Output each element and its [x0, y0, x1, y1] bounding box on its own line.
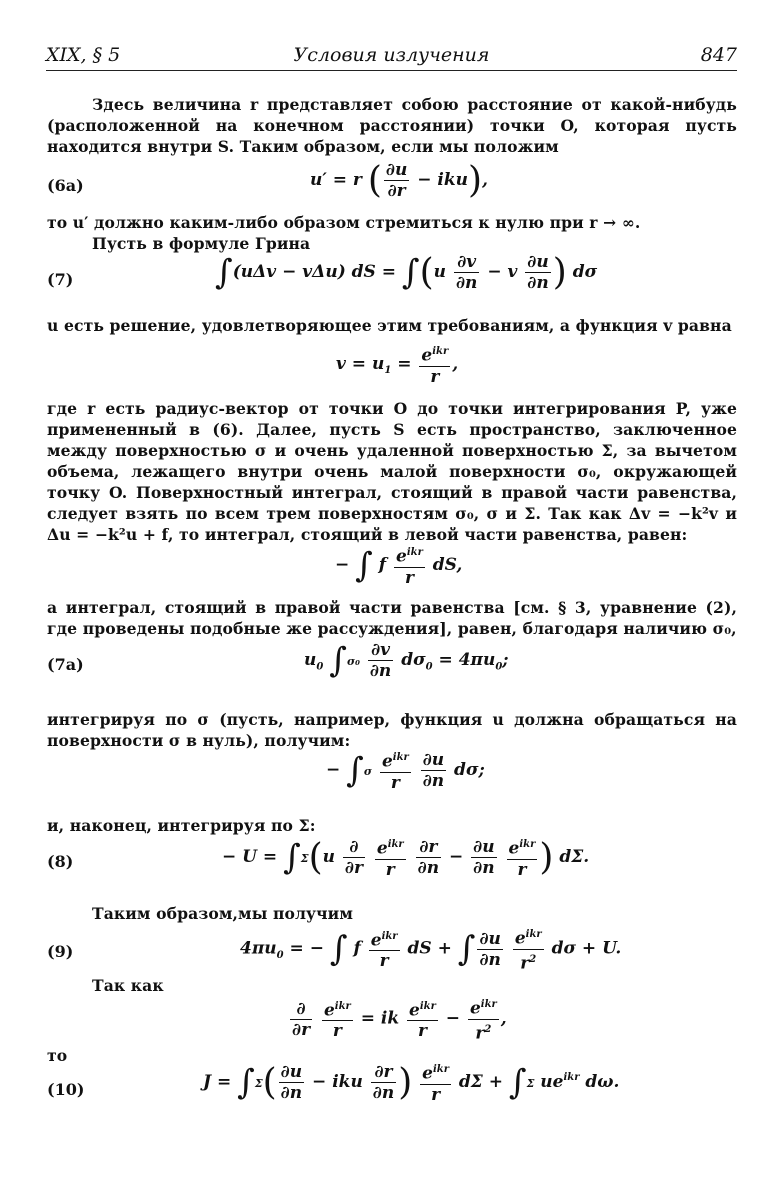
section-ref: XIX, § 5 — [46, 44, 121, 66]
paragraph-8: и, наконец, интегрируя по Σ: — [47, 816, 316, 835]
paragraph-7: интегрируя по σ (пусть, например, функция u должна обращаться на поверхности σ в нуль), получим: — [47, 710, 737, 750]
equation-left-integral: − ∫ f $\frac{e^{ikr}}{r}$ dS, — [335, 543, 462, 588]
header-rule — [46, 70, 737, 71]
equation-6a: u′ = r ( $\frac{\partial u}{\partial r}$ − iku), — [310, 160, 488, 201]
paragraph-6: а интеграл, стоящий в правой части равенства [см. § 3, уравнение (2), где проведены подобные же рассуждения], равен, благодаря наличию σ₀, — [47, 598, 737, 638]
equation-8: − U = ∫Σ(u $\frac{\partial}{\partial r}$ $\frac{e^{ikr}}{r}$ $\frac{\partial r}{\partial n}$ − $\frac{\partial u}{\partial n}$ $\frac{e^{ikr}}{r}$ ) dΣ. — [222, 836, 590, 880]
equation-sigma-integral: − ∫σ $\frac{e^{ikr}}{r}$ $\frac{\partial u}{\partial n}$ dσ; — [326, 749, 485, 793]
equation-derivative: $\frac{\partial}{\partial r}$ $\frac{e^{ikr}}{r}$ = ik $\frac{e^{ikr}}{r}$ − $\frac{e^{ikr}}{r^2}$ , — [288, 995, 507, 1043]
paragraph-9: Таким образом,мы получим — [92, 904, 353, 923]
eq-label-10: (10) — [47, 1080, 85, 1099]
paragraph-2: то u′ должно каким-либо образом стремиться к нулю при r → ∞. — [47, 213, 641, 232]
eq-label-8: (8) — [47, 852, 74, 871]
equation-7a: $u_0$ ∫σ₀ $\frac{\partial v}{\partial n}$ $d\sigma_0 = 4\pi u_0$; — [304, 640, 509, 681]
paragraph-4: u есть решение, удовлетворяющее этим требованиям, а функция v равна — [47, 316, 732, 335]
eq-label-9: (9) — [47, 942, 74, 961]
paragraph-10: Так как — [92, 976, 164, 995]
equation-v: $v = u_1$ = $\frac{e^{ikr}}{r}$ , — [336, 342, 458, 387]
paragraph-3: Пусть в формуле Грина — [92, 234, 311, 253]
page-number: 847 — [700, 44, 737, 66]
running-header — [46, 44, 737, 70]
paragraph-11: то — [47, 1046, 68, 1065]
equation-10: J = ∫Σ( $\frac{\partial u}{\partial n}$ − iku $\frac{\partial r}{\partial n}$ ) $\frac{e^{ikr}}{r}$ dΣ + ∫Σ $ue^{ikr}$ dω. — [203, 1061, 620, 1105]
running-title: Условия излучения — [293, 44, 490, 66]
equation-7: ∫(uΔv − vΔu) dS = ∫(u $\frac{\partial v}{\partial n}$ − v $\frac{\partial u}{\partial n}$ ) dσ — [215, 252, 598, 293]
paragraph-5: где r есть радиус-вектор от точки O до точки интегрирования P, уже примененный в (6). Далее, пусть S есть пространство, заключенное между поверхностью σ и очень удаленной поверхностью Σ, за вычетом объема, лежащего внутри очень малой поверхности σ₀, окружающей точку O. Поверхностный интеграл, стоящий в правой части равенства, следует взять по всем трем поверхностям σ₀, σ и Σ. Так как Δv = −k²v и Δu = −k²u + f, то интеграл, стоящий в левой части равенства, равен: — [47, 399, 738, 544]
equation-9: $4\pi u_0$ = − ∫ f $\frac{e^{ikr}}{r}$ dS + ∫ $\frac{\partial u}{\partial n}$ $\frac{e^{ikr}}{r^2}$ dσ + U. — [240, 925, 621, 973]
eq-label-7: (7) — [47, 270, 74, 289]
paragraph-1: Здесь величина r представляет собою расстояние от какой-нибудь (расположенной на конечном расстоянии) точки O, которая пусть находится внутри S. Таким образом, если мы положим — [47, 95, 737, 156]
eq-label-7a: (7a) — [47, 655, 84, 674]
eq-label-6a: (6a) — [47, 176, 84, 195]
